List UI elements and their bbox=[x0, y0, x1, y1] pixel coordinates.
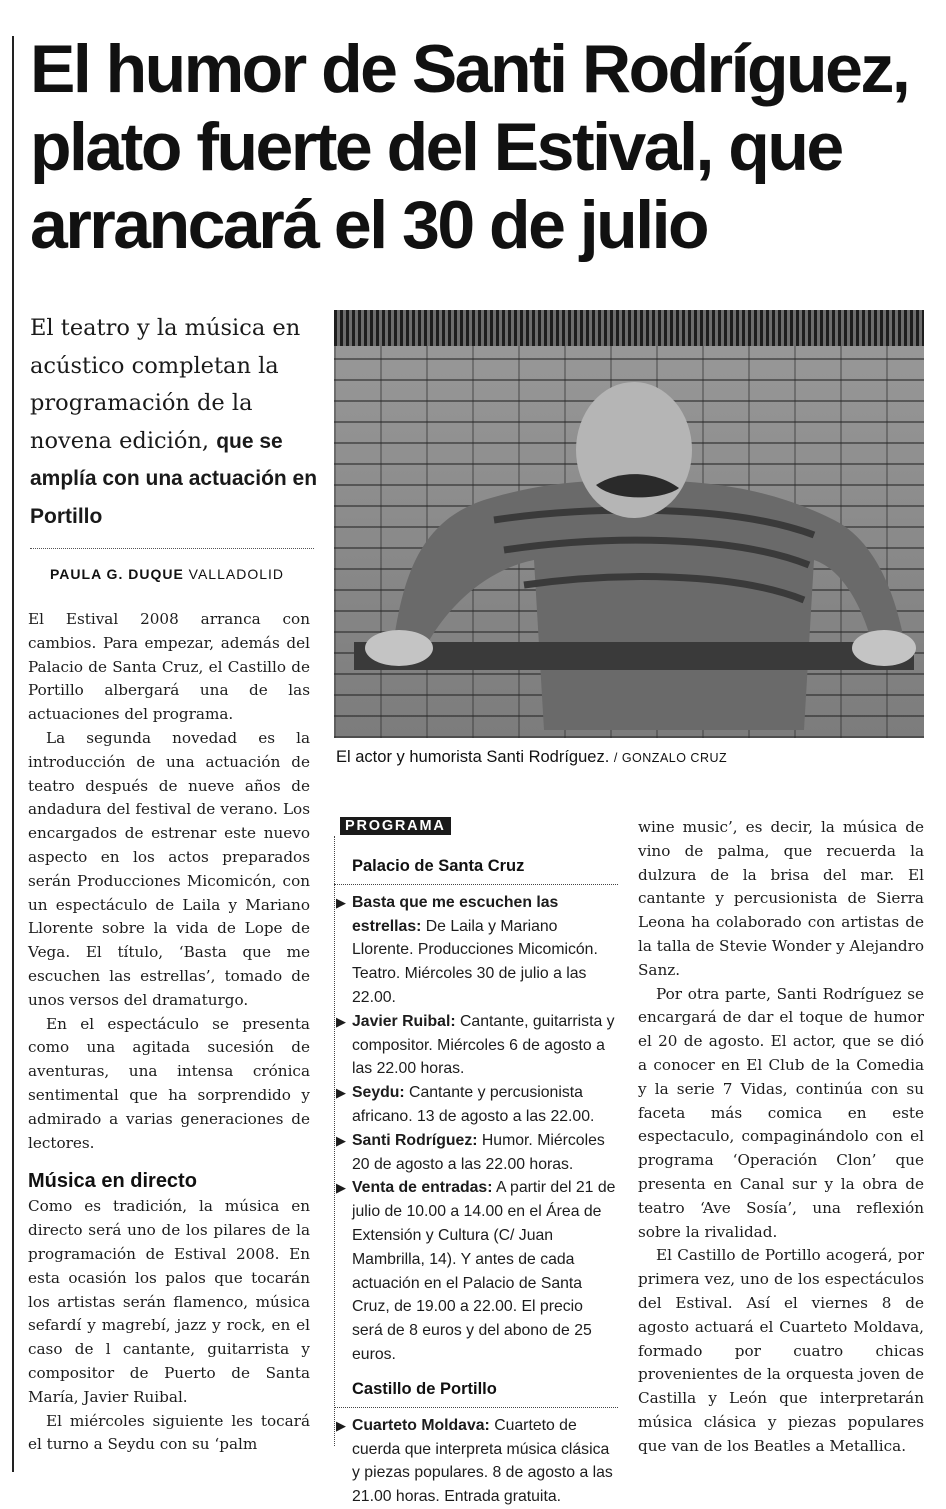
triangle-icon: ▶ bbox=[336, 1180, 346, 1196]
programa-box bbox=[334, 814, 618, 1509]
subheading-musica: Música en directo bbox=[28, 1170, 197, 1193]
program-item: ▶ Seydu: Cantante y percusionista africano. 13 de agosto a las 22.00. bbox=[334, 1081, 618, 1129]
article-column-3 bbox=[638, 816, 924, 1459]
triangle-icon: ▶ bbox=[336, 1417, 346, 1433]
deck-bold: que se amplía con una actuación en Portillo bbox=[30, 429, 318, 528]
caption-text: El actor y humorista Santi Rodríguez. bbox=[336, 748, 610, 766]
program-list bbox=[334, 891, 618, 1367]
deck-divider bbox=[30, 548, 314, 549]
paragraph: En el espectáculo se presenta como una agitada sucesión de aventuras, una intensa crónica sentimental que ha sorprendido y admirado a varias generaciones de lectores. bbox=[28, 1014, 310, 1152]
program-item: ▶ Basta que me escuchen las estrellas: De Laila y Mariano Llorente. Producciones Micomicón. Teatro. Miércoles 30 de julio a las 22.00. bbox=[334, 891, 618, 1010]
paragraph: El miércoles siguiente les tocará el turno a Seydu con su ‘palm bbox=[28, 1411, 310, 1454]
byline-author: PAULA G. DUQUE bbox=[50, 566, 184, 582]
article-column-1 bbox=[28, 608, 310, 1457]
byline bbox=[50, 566, 284, 582]
page-margin-rule bbox=[12, 36, 14, 1472]
program-item: ▶ Cuarteto Moldava: Cuarteto de cuerda que interpreta música clásica y piezas populares. 8 de agosto a las 21.00 horas. Entrada gratuita. bbox=[334, 1414, 618, 1509]
triangle-icon: ▶ bbox=[336, 894, 346, 910]
program-item: ▶ Venta de entradas: A partir del 21 de julio de 10.00 a 14.00 en el Área de Extensión y Cultura (C/ Juan Mambrilla, 14). Y antes de cada actuación en el Palacio de Santa Cruz, de 19.00 a 22.00. El precio será de 8 euros y del abono de 25 euros. bbox=[334, 1176, 618, 1366]
program-item: ▶ Javier Ruibal: Cantante, guitarrista y compositor. Miércoles 6 de agosto a las 22.00 horas. bbox=[334, 1010, 618, 1081]
actor-photo bbox=[334, 310, 924, 738]
venue-heading: Palacio de Santa Cruz bbox=[334, 850, 618, 885]
venue-heading: Castillo de Portillo bbox=[334, 1373, 618, 1408]
programa-tag: PROGRAMA bbox=[340, 817, 451, 835]
deck-regular: El teatro y la música en acústico completan la programación de la novena edición, bbox=[30, 315, 301, 454]
deck-subtitle bbox=[30, 310, 320, 535]
actor-figure bbox=[334, 310, 924, 738]
paragraph: La segunda novedad es la introducción de una actuación de teatro después de nueve años de andadura del festival de verano. Los encargados de estrenar este nuevo aspecto en los actos preparados serán Producciones Micomicón, con un espectáculo de Laila y Mariano Llorente sobre la vida de Lope de Vega. El título, ‘Basta que me escuchen las estrellas’, tomado de unos versos del dramaturgo. bbox=[28, 728, 310, 1009]
caption-credit: / GONZALO CRUZ bbox=[613, 751, 728, 765]
paragraph: Por otra parte, Santi Rodríguez se encargará de dar el toque de humor el 20 de agosto. El actor, que se dió a conocer en El Club de la Comedia y la serie 7 Vidas, continúa con su faceta más comica en este espectaculo, compaginándolo con el programa ‘Operación Clon’ que presenta en Canal sur y la obra de teatro ‘Ave Sosía’, una reflexión sobre la rivalidad. bbox=[638, 984, 924, 1241]
photo-caption bbox=[336, 748, 727, 767]
paragraph: Como es tradición, la música en directo será uno de los pilares de la programación de Estival 2008. En esta ocasión los palos que tocarán los artistas serán flamenco, música sefardí y magrebí, jazz y rock, en el caso de l cantante, guitarrista y compositor de Puerto de Santa María, Javier Ruibal. bbox=[28, 1197, 310, 1406]
program-list bbox=[334, 1414, 618, 1509]
byline-place: VALLADOLID bbox=[188, 566, 285, 582]
headline: El humor de Santi Rodríguez, plato fuerte del Estival, que arrancará el 30 de julio bbox=[30, 31, 909, 263]
paragraph: wine music’, es decir, la música de vino de palma, que recuerda la dulzura de la brisa del mar. El cantante y percusionista de Sierra Leona ha colaborado con artistas de la talla de Stevie Wonder y Alejandro Sanz. bbox=[638, 818, 924, 979]
triangle-icon: ▶ bbox=[336, 1085, 346, 1101]
paragraph: El Castillo de Portillo acogerá, por primera vez, uno de los espectáculos del Estival. Así el viernes 8 de agosto actuará el Cuarteto Moldava, formado por cuatro chicas provenientes de la orquesta joven de Castilla y León que interpretarán música clásica y piezas populares que van de los Beatles a Metallica. bbox=[638, 1246, 924, 1455]
paragraph: El Estival 2008 arranca con cambios. Para empezar, además del Palacio de Santa Cruz, el Castillo de Portillo albergará una de las actuaciones del programa. bbox=[28, 610, 310, 724]
program-item: ▶ Santi Rodríguez: Humor. Miércoles 20 de agosto a las 22.00 horas. bbox=[334, 1129, 618, 1177]
triangle-icon: ▶ bbox=[336, 1132, 346, 1148]
triangle-icon: ▶ bbox=[336, 1013, 346, 1029]
